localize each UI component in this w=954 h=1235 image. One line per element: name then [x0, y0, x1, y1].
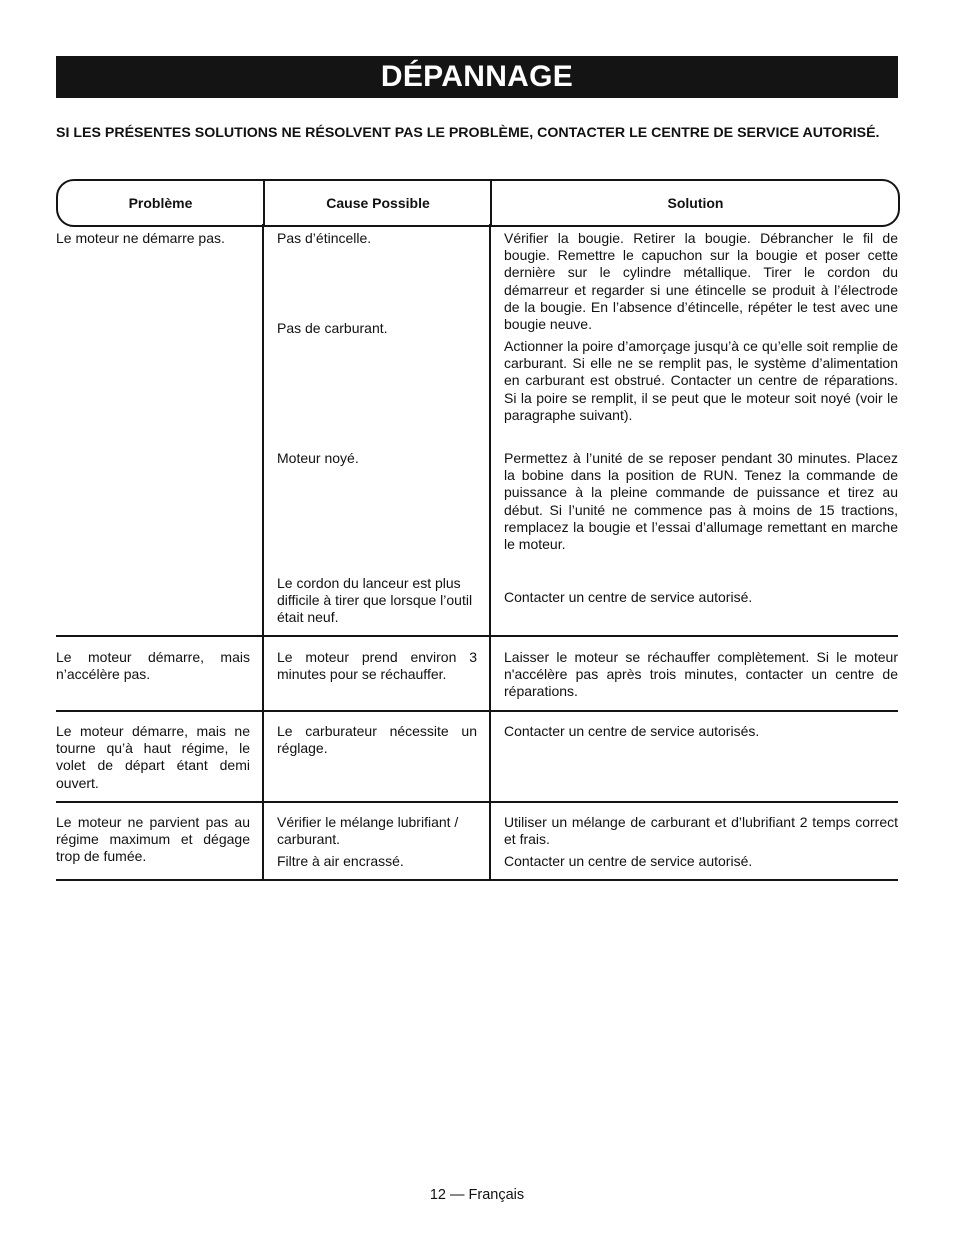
row-2-cause: Le moteur prend environ 3 minutes pour se réchauffer. — [277, 649, 477, 683]
row-1-solution-1: Vérifier la bougie. Retirer la bougie. Débrancher le fil de bougie. Remettre le capuchon sur la bougie et poser cette dernière sur le cylindre métallique. Tirer le cordon du démarreur et regarder si une étincelle se produit à l’électrode de la bougie. En l’absence d’étincelle, répéter le test avec une bougie neuve. — [504, 230, 898, 333]
table-row-3-problem: Le moteur démarre, mais ne tourne qu’à haut régime, le volet de départ étant demi ouvert. — [56, 723, 250, 791]
header-divider — [263, 181, 265, 225]
row-3-cause: Le carburateur nécessite un réglage. — [277, 723, 477, 757]
row-1-solution-2: Actionner la poire d’amorçage jusqu’à ce qu’elle soit remplie de carburant. Si elle ne se remplit pas, le système d’alimentation en carburant est obstrué. Contacter un centre de réparations. Si la poire se remplit, il se peut que le moteur soit noyé (voir le paragraphe suivant). — [504, 338, 898, 423]
row-separator — [56, 801, 898, 803]
row-1-cause-2: Pas de carburant. — [277, 320, 388, 336]
service-notice: SI LES PRÉSENTES SOLUTIONS NE RÉSOLVENT PAS LE PROBLÈME, CONTACTER LE CENTRE DE SERVICE AUTORISÉ. — [56, 125, 880, 141]
row-4-cause-2: Filtre à air encrassé. — [277, 853, 404, 869]
row-separator — [56, 879, 898, 881]
row-4-solution-2: Contacter un centre de service autorisé. — [504, 853, 753, 869]
row-1-cause-1: Pas d’étincelle. — [277, 230, 372, 246]
row-2-solution: Laisser le moteur se réchauffer complètement. Si le moteur n'accélère pas après trois minutes, contacter un centre de réparations. — [504, 649, 898, 700]
table-row-4-problem: Le moteur ne parvient pas au régime maximum et dégage trop de fumée. — [56, 814, 250, 865]
table-header — [56, 179, 900, 227]
column-divider — [262, 224, 264, 881]
row-1-cause-4: Le cordon du lanceur est plus difficile à tirer que lorsque l’outil était neuf. — [277, 575, 473, 626]
header-problem: Problème — [128, 195, 193, 211]
row-separator — [56, 635, 898, 637]
row-1-cause-3: Moteur noyé. — [277, 450, 359, 466]
row-separator — [56, 710, 898, 712]
table-row-2-problem: Le moteur démarre, mais n’accélère pas. — [56, 649, 250, 683]
page-footer: 12 — Français — [429, 1187, 525, 1203]
row-1-solution-3: Permettez à l’unité de se reposer pendant 30 minutes. Placez la bobine dans la position de RUN. Tenez la commande de puissance à la pleine commande de puissance et tirez au début. Si l’unité ne commence pas à moins de 15 tractions, remplacez la bougie et l’essai d’allumage remettant en marche le moteur. — [504, 450, 898, 553]
row-3-solution: Contacter un centre de service autorisés. — [504, 723, 760, 739]
table-row-1-problem: Le moteur ne démarre pas. — [56, 230, 225, 246]
column-divider — [489, 224, 491, 881]
row-1-solution-4: Contacter un centre de service autorisé. — [504, 589, 753, 605]
row-4-cause-1: Vérifier le mélange lubrifiant / carburant. — [277, 814, 459, 848]
header-cause: Cause Possible — [326, 195, 430, 211]
page-title: DÉPANNAGE — [380, 60, 574, 93]
row-4-solution-1: Utiliser un mélange de carburant et d’lubrifiant 2 temps correct et frais. — [504, 814, 898, 848]
header-solution: Solution — [667, 195, 724, 211]
page-title-bar — [56, 56, 898, 98]
header-divider — [490, 181, 492, 225]
